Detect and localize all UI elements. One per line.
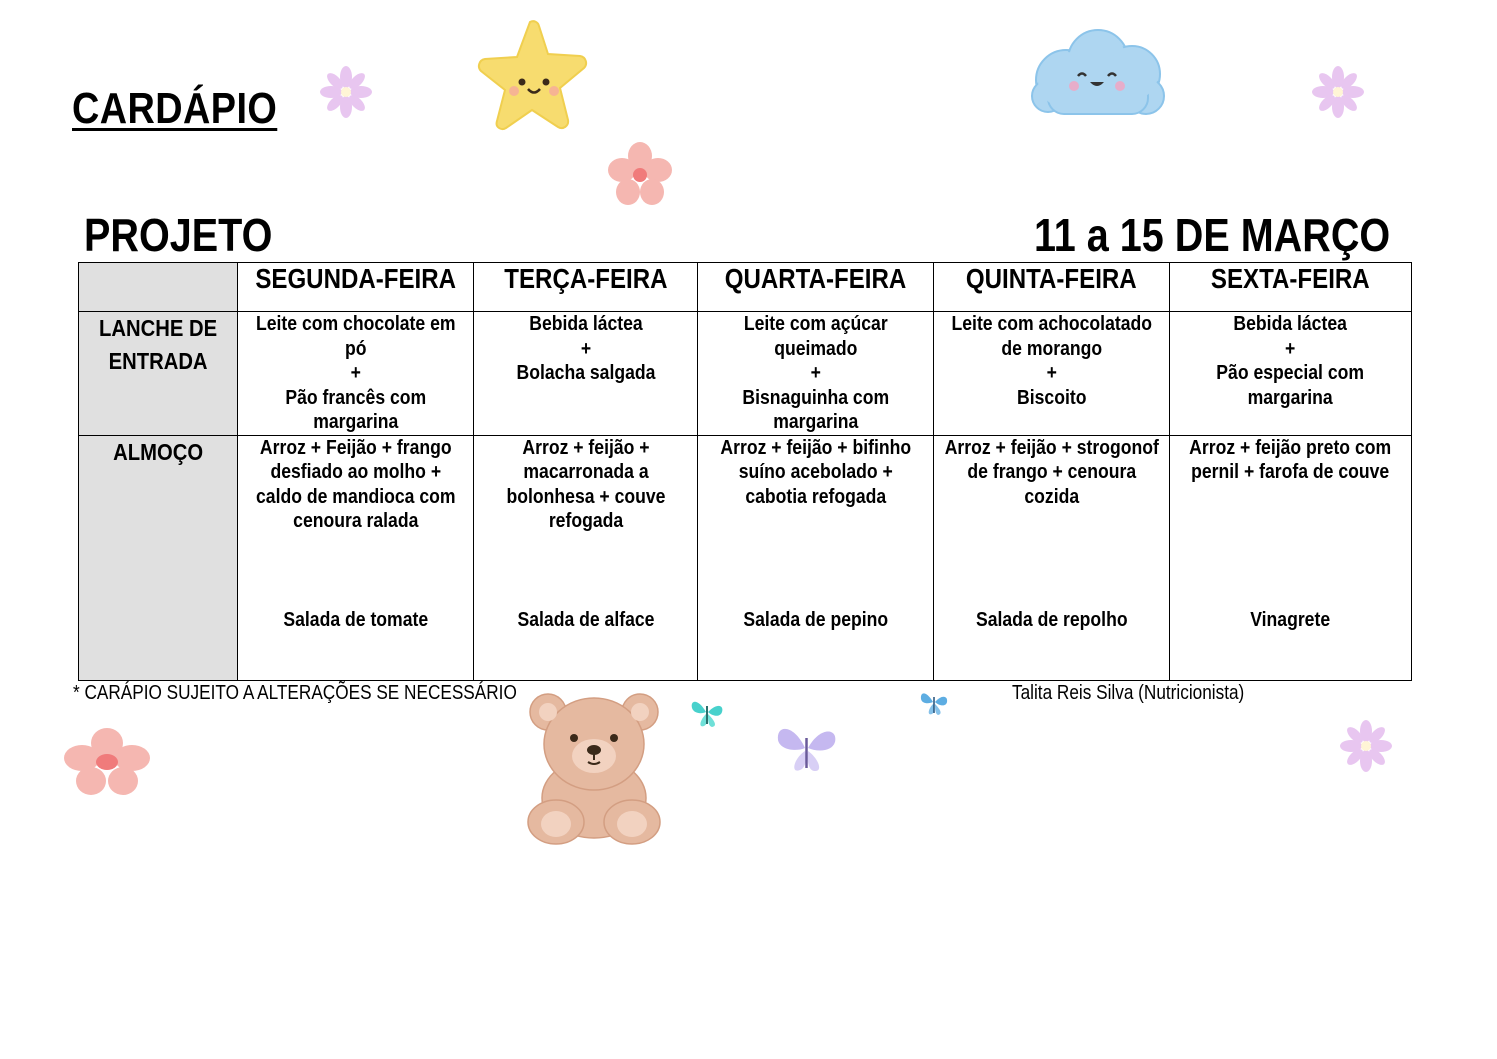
footnote: * CARÁPIO SUJEITO A ALTERAÇÕES SE NECESSÁRIO: [73, 682, 517, 704]
table-row-lanche: [79, 312, 1412, 436]
day-header: QUARTA-FEIRA: [698, 263, 934, 312]
butterfly-icon: [772, 718, 840, 780]
day-header: SEGUNDA-FEIRA: [238, 263, 474, 312]
star-icon: [472, 16, 598, 142]
menu-cell: Arroz + feijão + macarronada a bolonhesa + couve refogada Salada de alface: [474, 435, 698, 680]
day-header: TERÇA-FEIRA: [474, 263, 698, 312]
day-header: SEXTA-FEIRA: [1170, 263, 1412, 312]
cloud-icon: [1028, 24, 1168, 128]
nutritionist-signature: Talita Reis Silva (Nutricionista): [1012, 682, 1245, 704]
menu-cell: Bebida láctea + Bolacha salgada: [474, 312, 698, 436]
page-title: CARDÁPIO: [72, 84, 278, 133]
flower-icon: [64, 728, 150, 798]
salad-item: Salada de tomate: [283, 608, 428, 631]
date-range: 11 a 15 DE MARÇO: [1033, 209, 1390, 261]
menu-cell: Arroz + feijão preto com pernil + farofa de couve Vinagrete: [1170, 435, 1412, 680]
menu-cell: Arroz + feijão + strogonof de frango + cenoura cozida Salada de repolho: [934, 435, 1170, 680]
salad-item: Salada de pepino: [743, 608, 888, 631]
row-label-lanche: LANCHE DE ENTRADA: [79, 312, 238, 436]
table-row-almoco: [79, 435, 1412, 680]
menu-cell: Leite com chocolate em pó + Pão francês com margarina: [238, 312, 474, 436]
menu-cell: Arroz + Feijão + frango desfiado ao molho + caldo de mandioca com cenoura ralada Salada de tomate: [238, 435, 474, 680]
menu-cell: Leite com achocolatado de morango + Biscoito: [934, 312, 1170, 436]
flower-icon: [1312, 66, 1364, 118]
flower-icon: [608, 142, 672, 208]
project-label: PROJETO: [84, 209, 273, 261]
flower-icon: [1340, 720, 1392, 772]
teddy-bear-icon: [522, 686, 666, 846]
butterfly-icon: [918, 688, 950, 718]
menu-cell: Arroz + feijão + bifinho suíno acebolado + cabotia refogada Salada de pepino: [698, 435, 934, 680]
menu-cell: Leite com açúcar queimado + Bisnaguinha com margarina: [698, 312, 934, 436]
corner-cell: [79, 263, 238, 312]
table-header-row: [79, 263, 1412, 312]
salad-item: Salada de repolho: [975, 608, 1128, 631]
flower-icon: [320, 66, 372, 118]
butterfly-icon: [688, 694, 726, 732]
salad-item: Vinagrete: [1250, 608, 1331, 631]
row-label-almoco: ALMOÇO: [79, 435, 238, 680]
day-header: QUINTA-FEIRA: [934, 263, 1170, 312]
salad-item: Salada de alface: [517, 608, 654, 631]
menu-cell: Bebida láctea + Pão especial com margarina: [1170, 312, 1412, 436]
menu-table: [78, 262, 1412, 681]
